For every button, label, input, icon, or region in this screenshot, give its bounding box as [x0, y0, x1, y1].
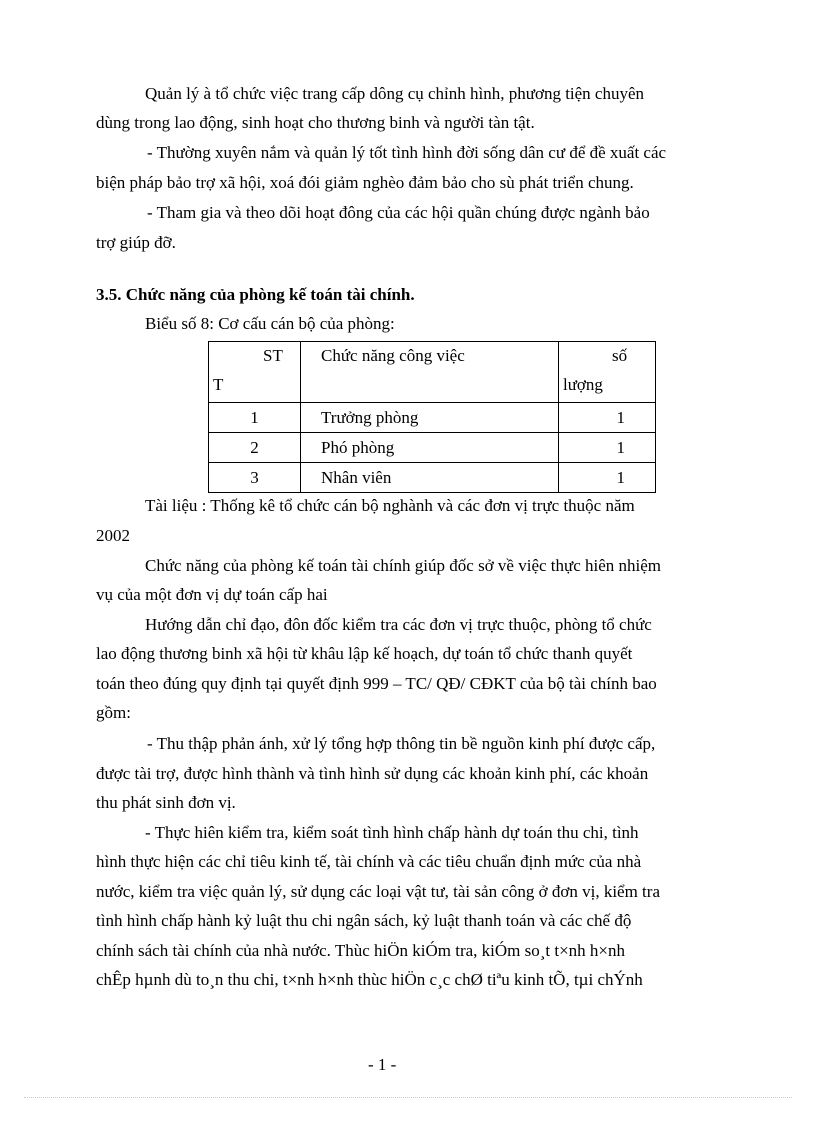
row-qty: 1 — [559, 463, 656, 493]
header-function-cell — [301, 342, 559, 403]
body-text-line: tình hình chấp hành kỷ luật thu chi ngân sách, kỷ luật thanh toán và các chế độ — [96, 911, 632, 930]
body-text-line: Quản lý à tổ chức việc trang cấp dông cụ chỉnh hình, phương tiện chuyên — [145, 84, 645, 103]
body-text-line: Hướng dẫn chỉ đạo, đôn đốc kiểm tra các đơn vị trực thuộc, phòng tổ chức — [145, 615, 652, 634]
table-row — [209, 433, 656, 463]
body-text-line: thu phát sinh đơn vị. — [96, 793, 236, 812]
body-text-line: biện pháp bảo trợ xã hội, xoá đói giảm nghèo đảm bảo cho sù phát triển chung. — [96, 173, 634, 192]
body-text-line: nước, kiểm tra việc quản lý, sử dụng các loại vật tư, tài sản công ở đơn vị, kiểm tra — [96, 882, 660, 901]
body-text-line: gồm: — [96, 703, 131, 722]
header-qty-top: số — [612, 346, 628, 365]
row-qty: 1 — [559, 403, 656, 433]
header-stt-top: ST — [263, 346, 283, 365]
body-text-line: lao động thương binh xã hội từ khâu lập kế hoạch, dự toán tổ chức thanh quyết — [96, 644, 633, 663]
bullet-text-line: - Thu thập phản ánh, xử lý tổng hợp thông tin bề nguồn kinh phí được cấp, — [147, 734, 656, 753]
body-text-line: dùng trong lao động, sinh hoạt cho thương binh và người tàn tật. — [96, 113, 535, 132]
body-text-line: chÊp hµnh dù to¸n thu chi, t×nh h×nh thùc hiÖn c¸c chØ tiªu kinh tÕ, tµi chÝnh — [96, 970, 643, 989]
header-qty-bottom: lượng — [563, 375, 603, 394]
page-number: - 1 - — [368, 1055, 397, 1074]
header-function-label: Chức năng công việc — [321, 346, 465, 365]
header-qty-cell — [559, 342, 656, 403]
header-stt-bottom: T — [213, 375, 224, 394]
table-row — [209, 463, 656, 493]
bullet-text-line: - Thực hiên kiểm tra, kiểm soát tình hình chấp hành dự toán thu chi, tình — [145, 823, 639, 842]
staff-structure-table — [208, 341, 656, 493]
body-text-line: trợ giúp đỡ. — [96, 233, 176, 252]
bullet-text-line: - Thường xuyên nắm và quản lý tốt tình hình đời sống dân cư để đề xuất các — [147, 143, 667, 162]
row-stt: 2 — [209, 433, 301, 463]
source-note: Tài liệu : Thống kê tổ chức cán bộ nghành và các đơn vị trực thuộc năm — [145, 496, 635, 515]
table-header-row — [209, 342, 656, 403]
body-text-line: Chức năng của phòng kế toán tài chính giúp đốc sở về việc thực hiên nhiệm — [145, 556, 662, 575]
body-text-line: toán theo đúng quy định tại quyết định 999 – TC/ QĐ/ CĐKT của bộ tài chính bao — [96, 674, 657, 693]
body-text-line: vụ của một đơn vị dự toán cấp hai — [96, 585, 328, 604]
row-function: Nhân viên — [301, 463, 559, 493]
bullet-text-line: - Tham gia và theo dõi hoạt đông của các hội quần chúng được ngành bảo — [147, 203, 650, 222]
table-row — [209, 403, 656, 433]
row-qty: 1 — [559, 433, 656, 463]
section-heading: 3.5. Chức năng của phòng kế toán tài chính. — [96, 285, 415, 304]
table-caption: Biểu số 8: Cơ cấu cán bộ của phòng: — [145, 314, 395, 333]
body-text-line: được tài trợ, được hình thành và tình hình sử dụng các khoản kinh phí, các khoản — [96, 764, 649, 783]
header-stt-cell — [209, 342, 301, 403]
body-text-line: hình thực hiện các chỉ tiêu kinh tế, tài chính và các tiêu chuẩn định mức của nhà — [96, 852, 642, 871]
page-bottom-divider — [24, 1097, 792, 1098]
row-function: Trưởng phòng — [301, 403, 559, 433]
row-stt: 1 — [209, 403, 301, 433]
body-text-line: chính sách tài chính của nhà nước. Thùc hiÖn kiÓm tra, kiÓm so¸t t×nh h×nh — [96, 941, 626, 960]
source-note-year: 2002 — [96, 526, 130, 545]
row-function: Phó phòng — [301, 433, 559, 463]
row-stt: 3 — [209, 463, 301, 493]
